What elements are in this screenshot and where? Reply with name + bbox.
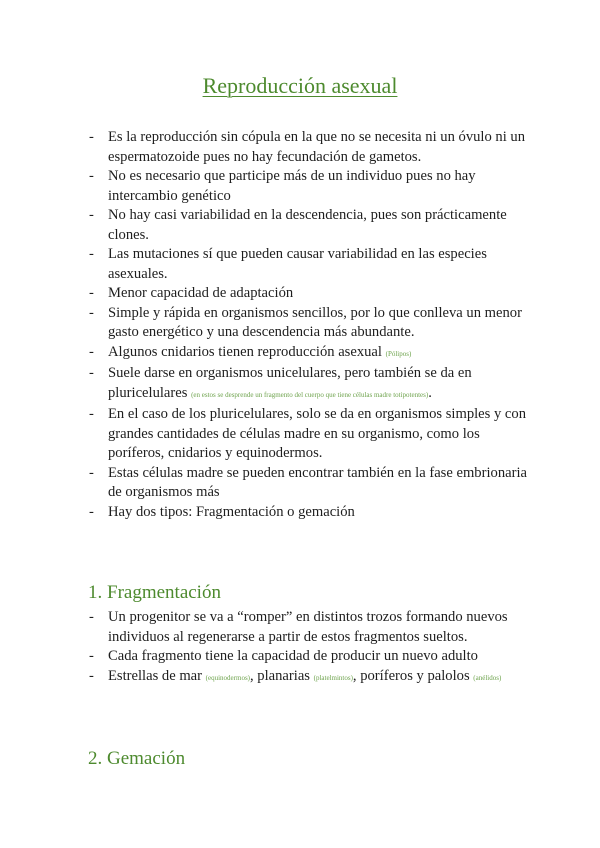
bullet-dash: - — [89, 648, 94, 664]
inline-note: (anélidos) — [473, 673, 502, 682]
list-item — [86, 343, 536, 365]
bullet-dash: - — [89, 129, 94, 145]
item-text: Estas células madre se pueden encontrar también en la fase embrionaria de organismos más — [108, 464, 527, 500]
bullet-dash: - — [89, 365, 94, 381]
item-text: Un progenitor se va a “romper” en distintos trozos formando nuevos individuos al regenerarse a partir de estos fragmentos sueltos. — [108, 609, 508, 645]
item-text: Simple y rápida en organismos sencillos, por lo que conlleva un menor gasto energético y una descendencia más abundante. — [108, 304, 522, 340]
item-text: Estrellas de mar — [108, 667, 206, 684]
bullet-dash: - — [89, 207, 94, 223]
item-text: Algunos cnidarios tienen reproducción asexual — [108, 343, 382, 360]
item-text: Menor capacidad de adaptación — [108, 285, 294, 301]
inline-note: (platelmintos) — [313, 673, 353, 682]
list-item — [86, 284, 536, 304]
list-item — [86, 245, 536, 284]
bullet-dash: - — [89, 609, 94, 625]
list-item — [86, 364, 536, 405]
item-text: En el caso de los pluricelulares, solo se da en organismos simples y con grandes cantidades de células madre en su organismo, como los poríferos, cnidarios y equinodermos. — [108, 406, 526, 461]
item-text: Las mutaciones sí que pueden causar variabilidad en las especies asexuales. — [108, 246, 487, 282]
bullet-dash: - — [89, 343, 94, 360]
item-text-end: . — [428, 384, 432, 401]
bullet-dash: - — [89, 304, 94, 321]
page-title: Reproducción asexual — [202, 73, 398, 98]
list-item — [86, 464, 536, 503]
fragmentacion-list — [86, 608, 536, 688]
item-text: Cada fragmento tiene la capacidad de producir un nuevo adulto — [108, 648, 478, 664]
list-item — [86, 608, 536, 647]
list-item — [86, 647, 536, 667]
list-item — [86, 405, 536, 464]
inline-note: (en estos se desprende un fragmento del cuerpo que tiene células madre totipotentes) — [191, 390, 429, 399]
list-item — [86, 503, 536, 523]
list-item — [86, 206, 536, 245]
item-text: , poríferos y palolos — [352, 667, 474, 684]
item-text: No hay casi variabilidad en la descendencia, pues son prácticamente clones. — [108, 207, 507, 243]
bullet-dash: - — [89, 406, 94, 422]
inline-note: (equinodermos) — [205, 673, 250, 682]
list-item — [86, 167, 536, 206]
bullet-dash: - — [89, 503, 94, 520]
intro-list — [86, 128, 536, 522]
section-heading-fragmentacion: 1. Fragmentación — [88, 582, 221, 603]
bullet-dash: - — [89, 246, 94, 262]
list-item — [86, 128, 536, 167]
bullet-dash: - — [89, 464, 94, 481]
bullet-dash: - — [89, 285, 94, 301]
inline-note: (Pólipos) — [385, 349, 412, 358]
bullet-dash: - — [89, 168, 94, 184]
item-text: Suele darse en organismos unicelulares, pero también se da en pluricelulares — [108, 365, 472, 401]
item-text: , planarias — [250, 667, 314, 684]
bullet-dash: - — [89, 667, 94, 684]
section-heading-gemacion: 2. Gemación — [88, 748, 186, 769]
list-item — [86, 667, 536, 689]
item-text: No es necesario que participe más de un individuo pues no hay intercambio genético — [108, 168, 476, 204]
list-item — [86, 304, 536, 343]
item-text: Hay dos tipos: Fragmentación o gemación — [108, 503, 355, 520]
item-text: Es la reproducción sin cópula en la que no se necesita ni un óvulo ni un espermatozoide pues no hay fecundación de gametos. — [108, 129, 526, 165]
